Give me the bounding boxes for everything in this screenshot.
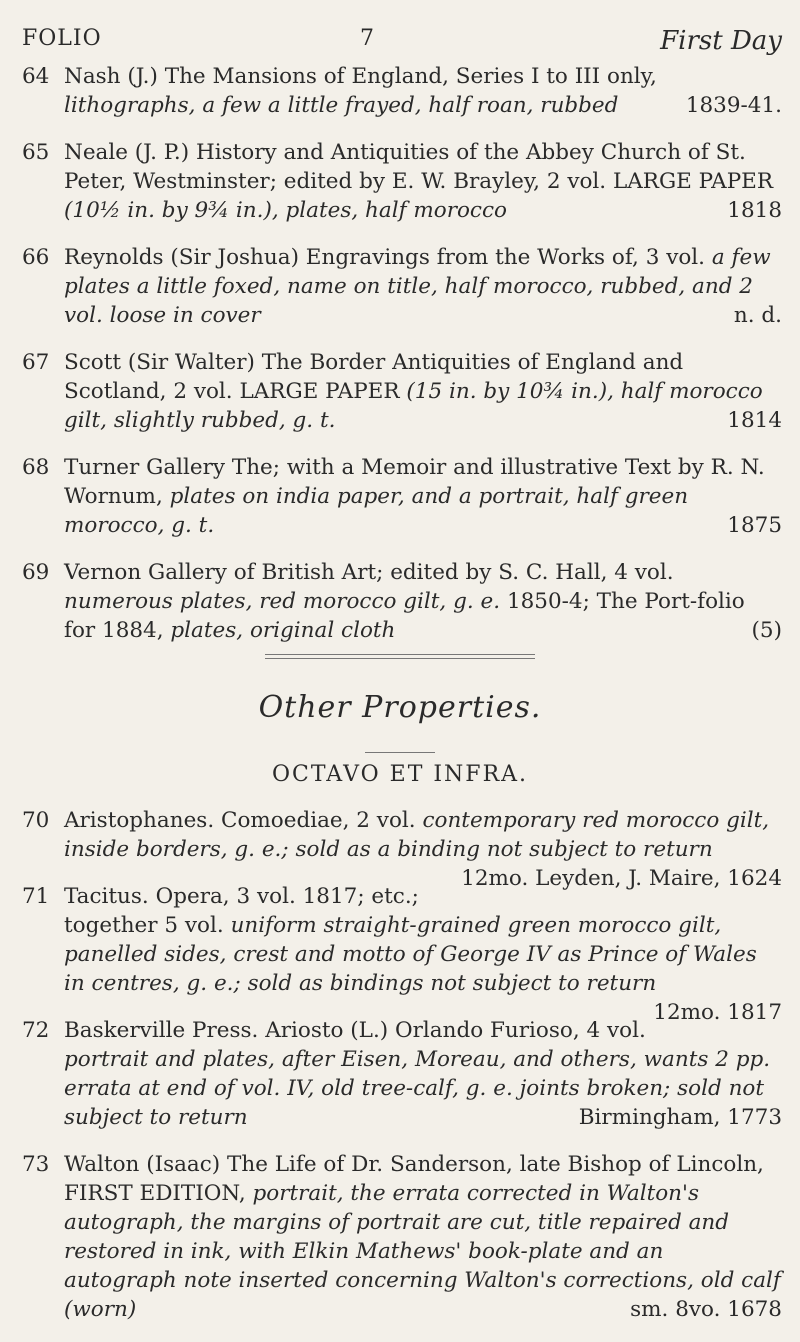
section-subtitle: OCTAVO ET INFRA. (271, 762, 529, 787)
lot-title: Baskerville Press. Ariosto (L.) Orlando Furioso, 4 vol. (64, 1018, 646, 1043)
lot-condition: plates on india paper, and a portrait, half green morocco, g. t. (64, 484, 689, 538)
lot-number: 64 (22, 64, 50, 89)
lot-count: (5) (751, 618, 782, 643)
lot-condition: uniform straight-grained green morocco gilt, panelled sides, crest and motto of George IV as Prince of Wales in centres, g. e.; sold as bindings not subject to return (64, 913, 757, 996)
lot-description (64, 1016, 782, 1132)
lot-imprint: sm. 8vo. 1678 (630, 1297, 782, 1322)
lot-title: Walton (Isaac) The Life of Dr. Sanderson, late Bishop of Lincoln, (64, 1152, 764, 1177)
lot-number: 72 (22, 1018, 50, 1043)
lot-entry (22, 138, 782, 225)
lot-date: 1875 (727, 513, 782, 538)
lot-title-continued: 1850-4; The Port-folio for 1884, (64, 589, 745, 643)
lot-condition: (15 in. by 10¾ in.), half morocco gilt, slightly rubbed, g. t. (64, 379, 763, 433)
section-title: Other Properties. (258, 690, 542, 725)
lot-description (64, 243, 782, 330)
lot-title: Reynolds (Sir Joshua) Engravings from the Works of, 3 vol. (64, 245, 706, 270)
lot-description (64, 1150, 782, 1324)
lot-entry (22, 1016, 782, 1132)
folio-label: FOLIO (22, 26, 102, 51)
lot-list-second (22, 806, 782, 1342)
lot-number: 69 (22, 560, 50, 585)
day-heading: First Day (660, 26, 782, 56)
lot-number: 66 (22, 245, 50, 270)
lot-entry (22, 558, 782, 645)
lot-condition: (10½ in. by 9¾ in.), plates, half morocco (64, 198, 507, 223)
lot-date: 1839-41. (685, 93, 782, 118)
lot-description (64, 806, 782, 891)
lot-number: 67 (22, 350, 50, 375)
short-divider (365, 752, 435, 753)
lot-imprint: 12mo. Leyden, J. Maire, 1624 (461, 866, 782, 891)
lot-condition: lithographs, a few a little frayed, half roan, rubbed (64, 93, 619, 118)
lot-entry (22, 243, 782, 330)
lot-condition: portrait, the errata corrected in Walton's autograph, the margins of portrait are cut, title repaired and restored in ink, with Elkin Mathews' book-plate and an autograph note inserted concerning Walton's corrections, old calf (worn) (64, 1181, 781, 1322)
page-header (22, 26, 782, 60)
lot-entry (22, 882, 782, 1025)
lot-number: 70 (22, 808, 50, 833)
lot-description (64, 882, 782, 1025)
lot-title: Neale (J. P.) History and Antiquities of the Abbey Church of St. Peter, Westminster; edited by E. W. Brayley, 2 vol. (64, 140, 746, 194)
lot-number: 65 (22, 140, 50, 165)
lot-entry (22, 62, 782, 120)
lot-title: Scott (Sir Walter) The Border Antiquities of England and Scotland, 2 vol. (64, 350, 684, 404)
lot-list-first (22, 62, 782, 663)
lot-date: n. d. (733, 303, 782, 328)
lot-entry (22, 348, 782, 435)
lot-number: 73 (22, 1152, 50, 1177)
lot-edition: LARGE PAPER (612, 169, 774, 194)
lot-condition-continued: plates, original cloth (170, 618, 396, 643)
lot-title: Nash (J.) The Mansions of England, Series I to III only, (64, 64, 657, 89)
lot-title: Vernon Gallery of British Art; edited by S. C. Hall, 4 vol. (64, 560, 674, 585)
lot-number: 71 (22, 884, 50, 909)
lot-condition: contemporary red morocco gilt, inside borders, g. e.; sold as a binding not subject to return (64, 808, 770, 862)
lot-edition: LARGE PAPER (239, 379, 400, 404)
lot-number: 68 (22, 455, 50, 480)
lot-imprint: 12mo. 1817 (653, 1000, 782, 1025)
lot-description (64, 453, 782, 540)
lot-edition: FIRST EDITION, (64, 1181, 246, 1206)
page-number: 7 (360, 26, 374, 51)
lot-description (64, 62, 782, 120)
lot-entry (22, 806, 782, 891)
section-divider (265, 654, 535, 659)
lot-condition: portrait and plates, after Eisen, Moreau, and others, wants 2 pp. errata at end of vol. IV, old tree-calf, g. e. joints broken; sold not subject to return (64, 1047, 771, 1130)
lot-entry (22, 1150, 782, 1324)
lot-title: Aristophanes. Comoediae, 2 vol. (64, 808, 416, 833)
lot-title: Tacitus. Opera, 3 vol. 1817; etc.; together 5 vol. (64, 884, 419, 938)
lot-description (64, 138, 782, 225)
lot-condition: a few plates a little foxed, name on title, half morocco, rubbed, and 2 vol. loose in cover (64, 245, 771, 328)
lot-imprint: Birmingham, 1773 (578, 1105, 782, 1130)
lot-title: Turner Gallery The; with a Memoir and illustrative Text by R. N. Wornum, (64, 455, 765, 509)
lot-description (64, 558, 782, 645)
lot-condition: numerous plates, red morocco gilt, g. e. (64, 589, 501, 614)
lot-date: 1818 (727, 198, 782, 223)
lot-description (64, 348, 782, 435)
lot-entry (22, 453, 782, 540)
lot-date: 1814 (727, 408, 782, 433)
